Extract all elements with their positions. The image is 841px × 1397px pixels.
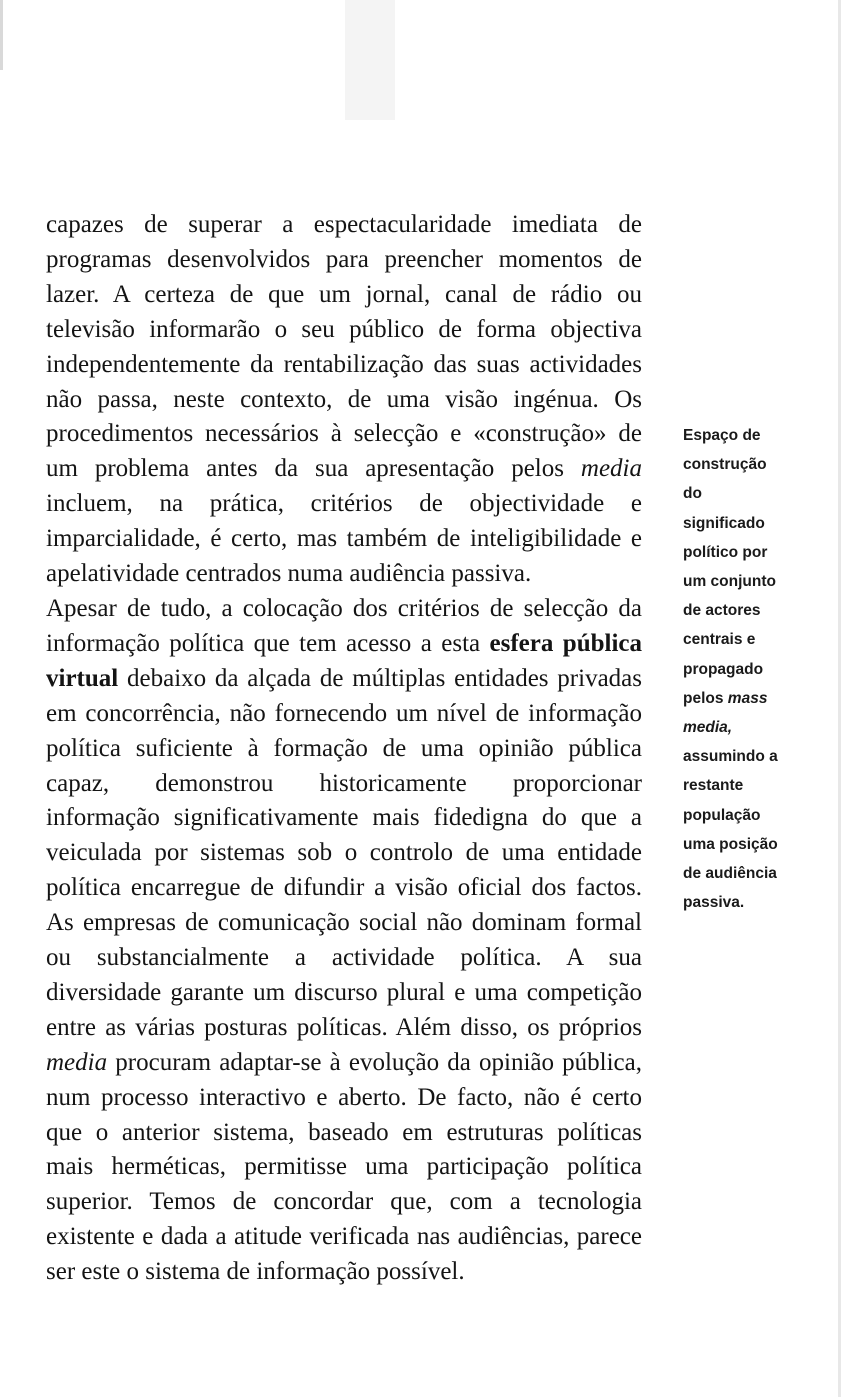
margin-note-italic-media: media, — [683, 719, 733, 737]
margin-note-line-pelos-mass — [683, 684, 818, 713]
paragraph-1-text-b: incluem, na prática, critérios de objectividade e imparcialidade, é certo, mas também de inteligibilidade e apelatividade centrados numa audiência passiva. — [46, 490, 642, 588]
scan-smudge — [345, 0, 395, 120]
margin-note-line: de audiência — [683, 865, 777, 883]
paragraph-1-text-a: capazes de superar a espectacularidade imediata de programas desenvolvidos para preencher momentos de lazer. A certeza de que um jornal, canal de rádio ou televisão informarão o seu público de forma objectiva independentemente da rentabilização das suas actividades não passa, neste contexto, de uma visão ingénua. Os procedimentos necessários à selecção e «construção» de um problema antes da sua apresentação pelos — [46, 211, 642, 483]
margin-note-line: centrais e — [683, 631, 756, 649]
margin-note-italic-mass: mass — [727, 689, 768, 707]
paragraph-2-bold-term: esfera pública virtual — [46, 629, 642, 692]
margin-note-line: significado — [683, 514, 765, 532]
paragraph-2-text-b: debaixo da alçada de múltiplas entidades privadas em concorrência, não fornecendo um nível de informação política suficiente à formação de uma opinião pública capaz, demonstrou historicamente proporcionar informação significativamente mais fidedigna do que a veiculada por sistemas sob o controlo de uma entidade política encarregue de difundir a visão oficial dos factos. As empresas de comunicação social não dominam formal ou substancialmente a actividade política. A sua diversidade garante um discurso plural e uma competição entre as várias posturas políticas. Além disso, os próprios — [46, 664, 642, 1041]
paragraph-1-italic-media: media — [580, 455, 642, 483]
margin-note-line: construção — [683, 456, 767, 474]
margin-note-line: Espaço de — [683, 427, 761, 444]
margin-note-line: população — [683, 806, 761, 824]
margin-note-line: uma posição — [683, 835, 778, 853]
margin-note-line: de actores — [683, 602, 761, 620]
margin-note-line: um conjunto — [683, 573, 776, 591]
paragraph-2-italic-media: media — [46, 1048, 108, 1076]
main-text-column — [46, 208, 642, 1290]
margin-note-line: político por — [683, 543, 768, 561]
paragraph-2-text-a: Apesar de tudo, a colocação dos critérios de selecção da informação política que tem acesso a esta — [46, 594, 642, 657]
margin-note-line: assumindo a — [683, 748, 778, 766]
margin-note-line-media — [683, 713, 818, 742]
paragraph-2-text-c: procuram adaptar-se à evolução da opinião pública, num processo interactivo e aberto. De facto, não é certo que o anterior sistema, baseado em estruturas políticas mais herméticas, permitisse uma participação política superior. Temos de concordar que, com a tecnologia existente e dada a atitude verificada nas audiências, parece ser este o sistema de informação possível. — [46, 1048, 642, 1286]
paragraph-2 — [46, 592, 642, 1290]
margin-note-line: do — [683, 485, 702, 503]
margin-note-line: passiva. — [683, 894, 745, 912]
paragraph-1 — [46, 208, 642, 592]
margin-note — [683, 421, 818, 917]
margin-note-line: propagado — [683, 660, 764, 678]
margin-note-word-pelos: pelos — [683, 689, 724, 707]
scan-edge-left — [0, 0, 3, 70]
margin-note-line: restante — [683, 777, 744, 795]
